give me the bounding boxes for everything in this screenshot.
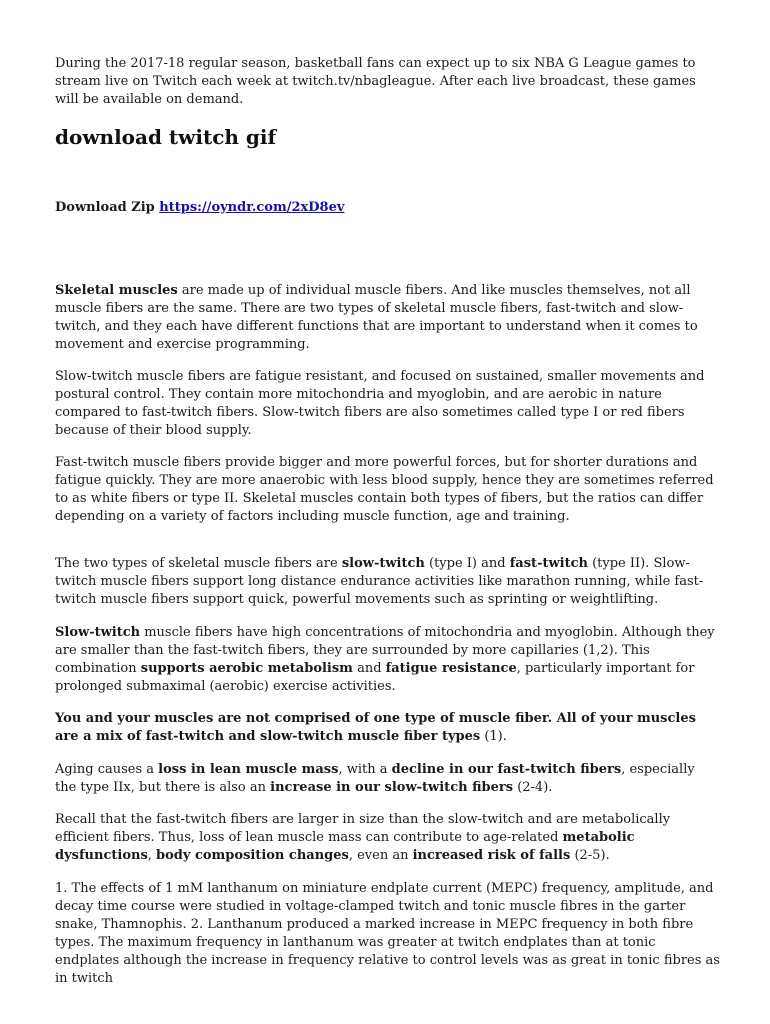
paragraph-text: and [352, 661, 386, 676]
paragraph-aging [55, 761, 720, 797]
paragraph-muscle-mix [55, 710, 720, 746]
paragraph-text: , with a [338, 762, 392, 777]
paragraph-text: , even an [348, 848, 413, 863]
paragraph-text: , especially the type IIx, but there is also an [55, 762, 695, 795]
bold-text: metabolic dysfunctions [55, 830, 635, 863]
page-title: download twitch gif [55, 125, 277, 149]
paragraph-slow-twitch-detail [55, 624, 720, 696]
paragraph-text: (type I) and [424, 556, 510, 571]
paragraph-text: are made up of individual muscle fibers. And like muscles themselves, not all muscle fibers are the same. There are two types of skeletal muscle fibers, fast-twitch and slow-twitch, and they each have different functions that are important to understand when it comes to movement and exercise programming. [55, 283, 698, 352]
bold-text: body composition changes [156, 848, 349, 863]
bold-text: increase in our slow-twitch fibers [270, 780, 514, 795]
intro-paragraph: During the 2017-18 regular season, basketball fans can expect up to six NBA G League games to stream live on Twitch each week at twitch.tv/nbagleague. After each live broadcast, these games will be available on demand. [55, 56, 696, 107]
paragraph-lanthanum: 1. The effects of 1 mM lanthanum on miniature endplate current (MEPC) frequency, amplitude, and decay time course were studied in voltage-clamped twitch and tonic muscle fibres in the garter snake, Thamnophis. 2. Lanthanum produced a marked increase in MEPC frequency in both fibre types. The maximum frequency in lanthanum was greater at twitch endplates than at tonic endplates although the increase in frequency relative to control levels was as great in tonic fibres as in twitch [55, 881, 720, 986]
paragraph-text: , particularly important for prolonged submaximal (aerobic) exercise activities. [55, 661, 695, 694]
paragraph-recall [55, 811, 720, 865]
paragraph-slow-twitch: Slow-twitch muscle fibers are fatigue resistant, and focused on sustained, smaller movements and postural control. They contain more mitochondria and myoglobin, and are aerobic in nature compared to fast-twitch fibers. Slow-twitch fibers are also sometimes called type I or red fibers because of their blood supply. [55, 369, 705, 438]
paragraph-text: Aging causes a [55, 762, 159, 777]
download-label: Download Zip [55, 200, 160, 215]
bold-text: loss in lean muscle mass [158, 762, 339, 777]
paragraph-text: muscle fibers have high concentrations of mitochondria and myoglobin. Although they are smaller than the fast-twitch fibers, they are surrounded by more capillaries (1,2). This combination [55, 625, 715, 676]
bold-text: fast-twitch [509, 556, 588, 571]
paragraph-skeletal-muscles [55, 282, 720, 354]
paragraph-two-types [55, 555, 720, 609]
paragraph-text: Recall that the fast-twitch fibers are larger in size than the slow-twitch and are metabolically efficient fibers. Thus, loss of lean muscle mass can contribute to age-related [55, 812, 671, 845]
bold-text: supports aerobic metabolism [140, 661, 353, 676]
paragraph-text: The two types of skeletal muscle fibers are [55, 556, 342, 571]
bold-text: Skeletal muscles [55, 283, 178, 298]
bold-text: fatigue resistance [385, 661, 517, 676]
download-line [55, 199, 720, 217]
paragraph-text: (2-4). [513, 780, 553, 795]
bold-text: decline in our fast-twitch fibers [391, 762, 622, 777]
bold-text: increased risk of falls [412, 848, 571, 863]
paragraph-text: (type II). Slow-twitch muscle fibers support long distance endurance activities like marathon running, while fast-twitch muscle fibers support quick, powerful movements such as sprinting or weightlifting. [55, 556, 704, 607]
bold-text: You and your muscles are not comprised of one type of muscle fiber. All of your muscles are a mix of fast-twitch and slow-twitch muscle fiber types [55, 711, 696, 744]
paragraph-text: , [147, 848, 157, 863]
download-link[interactable]: https://oyndr.com/2xD8ev [159, 200, 345, 215]
paragraph-text: (1). [480, 729, 507, 744]
paragraph-text: (2-5). [570, 848, 610, 863]
bold-text: Slow-twitch [55, 625, 141, 640]
paragraph-fast-twitch: Fast-twitch muscle fibers provide bigger and more powerful forces, but for shorter durations and fatigue quickly. They are more anaerobic with less blood supply, hence they are sometimes referred to as white fibers or type II. Skeletal muscles contain both types of fibers, but the ratios can differ depending on a variety of factors including muscle function, age and training. [55, 455, 714, 524]
bold-text: slow-twitch [341, 556, 425, 571]
